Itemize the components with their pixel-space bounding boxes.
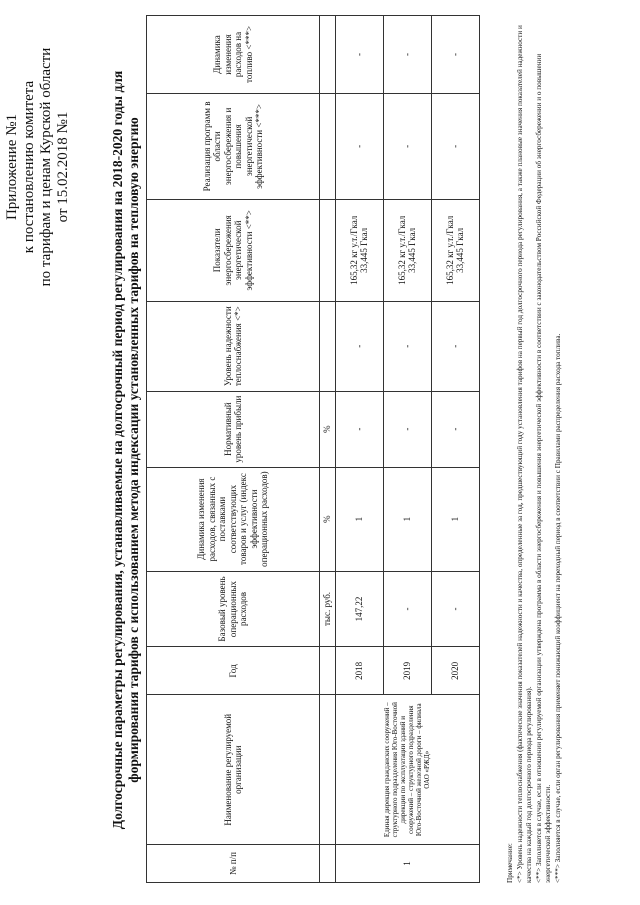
table-header-row (147, 16, 320, 883)
programs-cell: - (335, 93, 383, 199)
energy-cell (383, 199, 431, 301)
unit-cell: тыс. руб. (320, 571, 336, 647)
organization-name: Единая дирекция гражданских сооружений – структурного подразделения Юго-Восточной дирекции по эксплуатации зданий и сооружений – структурного подразделения Юго-Восточной железной дороги – филиала ОАО «РЖД» (335, 695, 479, 845)
appendix-date: от 15.02.2018 №1 (55, 111, 71, 223)
appendix-line: по тарифам и ценам Курской области (38, 47, 54, 287)
year-cell: 2020 (431, 647, 479, 695)
parameters-table (146, 15, 480, 883)
note-item: <**> Заполняется в случае, если в отношении регулируемой организации утверждена программа в области энергосбережения и повышения энергетической эффективности в соответствии с законодательством Российской Федерации об энергосбережении и о повышении энергетической эффективности. (534, 53, 552, 883)
reliability-cell: - (335, 301, 383, 391)
year-cell: 2018 (335, 647, 383, 695)
programs-cell: - (431, 93, 479, 199)
title-line: Долгосрочные параметры регулирования, устанавливаемые на долгосрочный период регулирования на 2018-2020 годы для (110, 70, 125, 830)
energy-value: 165,32 кг у.т./Гкал (348, 215, 359, 285)
col-fuel-header: Динамика изменения расходов на топливо <***> (147, 16, 320, 94)
note-item: <*> Уровень надежности теплоснабжения (фактические значения показателей надежности и качества, определенные за год, предшествующий году установления тарифов на первый год долгосрочного периода регулирования, а также плановые значения показателей надежности и качества на каждый год долгосрочного периода регулирования). (515, 25, 533, 883)
table-cell (320, 845, 336, 883)
table-cell (320, 199, 336, 301)
unit-cell: % (320, 467, 336, 571)
table-cell (320, 695, 336, 845)
document-title (110, 15, 142, 885)
units-row (320, 16, 336, 883)
energy-cell (335, 199, 383, 301)
table-cell (320, 93, 336, 199)
programs-cell: - (383, 93, 431, 199)
col-programs-header: Реализация программ в области энергосбережения и повышения энергетической эффективности <***> (147, 93, 320, 199)
profit-cell: - (383, 391, 431, 467)
base-cell: - (431, 571, 479, 647)
dynamics-cell: 1 (383, 467, 431, 571)
col-year-header: Год (147, 647, 320, 695)
year-cell: 2019 (383, 647, 431, 695)
dynamics-cell: 1 (335, 467, 383, 571)
appendix-line: к постановлению комитета (21, 80, 37, 254)
reliability-cell: - (431, 301, 479, 391)
fuel-cell: - (335, 16, 383, 94)
table-cell (320, 16, 336, 94)
unit-cell: % (320, 391, 336, 467)
table-row (335, 16, 383, 883)
profit-cell: - (335, 391, 383, 467)
row-number: 1 (335, 845, 479, 883)
col-org-header: Наименование регулируемой организации (147, 695, 320, 845)
energy-value: 165,32 кг у.т./Гкал (444, 215, 455, 285)
col-base-header: Базовый уровень операционных расходов (147, 571, 320, 647)
col-energy-header: Показатели энергосбережения энергетической эффективности <**> (147, 199, 320, 301)
notes (506, 15, 563, 883)
energy-value: 33,445 Гкал (407, 227, 417, 273)
notes-heading: Примечание: (506, 843, 514, 883)
energy-value: 165,32 кг у.т./Гкал (396, 215, 407, 285)
title-line: формирования тарифов с использованием метода индексации установленных тарифов на тепловую энергию (126, 117, 141, 783)
appendix-header (4, 17, 72, 317)
energy-cell (431, 199, 479, 301)
fuel-cell: - (431, 16, 479, 94)
col-number-header: № п/п (147, 845, 320, 883)
table-cell (320, 647, 336, 695)
table-cell (320, 301, 336, 391)
fuel-cell: - (383, 16, 431, 94)
note-item: <***> Заполняется в случае, если орган регулирования применяет понижающий коэффициент на переходный период в соответствии с Правилами распределения расхода топлива. (553, 333, 562, 883)
base-cell: - (383, 571, 431, 647)
dynamics-cell: 1 (431, 467, 479, 571)
appendix-number: Приложение №1 (4, 113, 20, 221)
col-profit-header: Нормативный уровень прибыли (147, 391, 320, 467)
profit-cell: - (431, 391, 479, 467)
col-dynamics-header: Динамика изменения расходов, связанных с поставками соответствующих товаров и услуг (индекс эффективности операционных расходов) (147, 467, 320, 571)
col-reliability-header: Уровень надежности теплоснабжения <*> (147, 301, 320, 391)
energy-value: 33,445 Гкал (455, 227, 465, 273)
energy-value: 33,445 Гкал (359, 227, 369, 273)
reliability-cell: - (383, 301, 431, 391)
base-cell: 147,22 (335, 571, 383, 647)
